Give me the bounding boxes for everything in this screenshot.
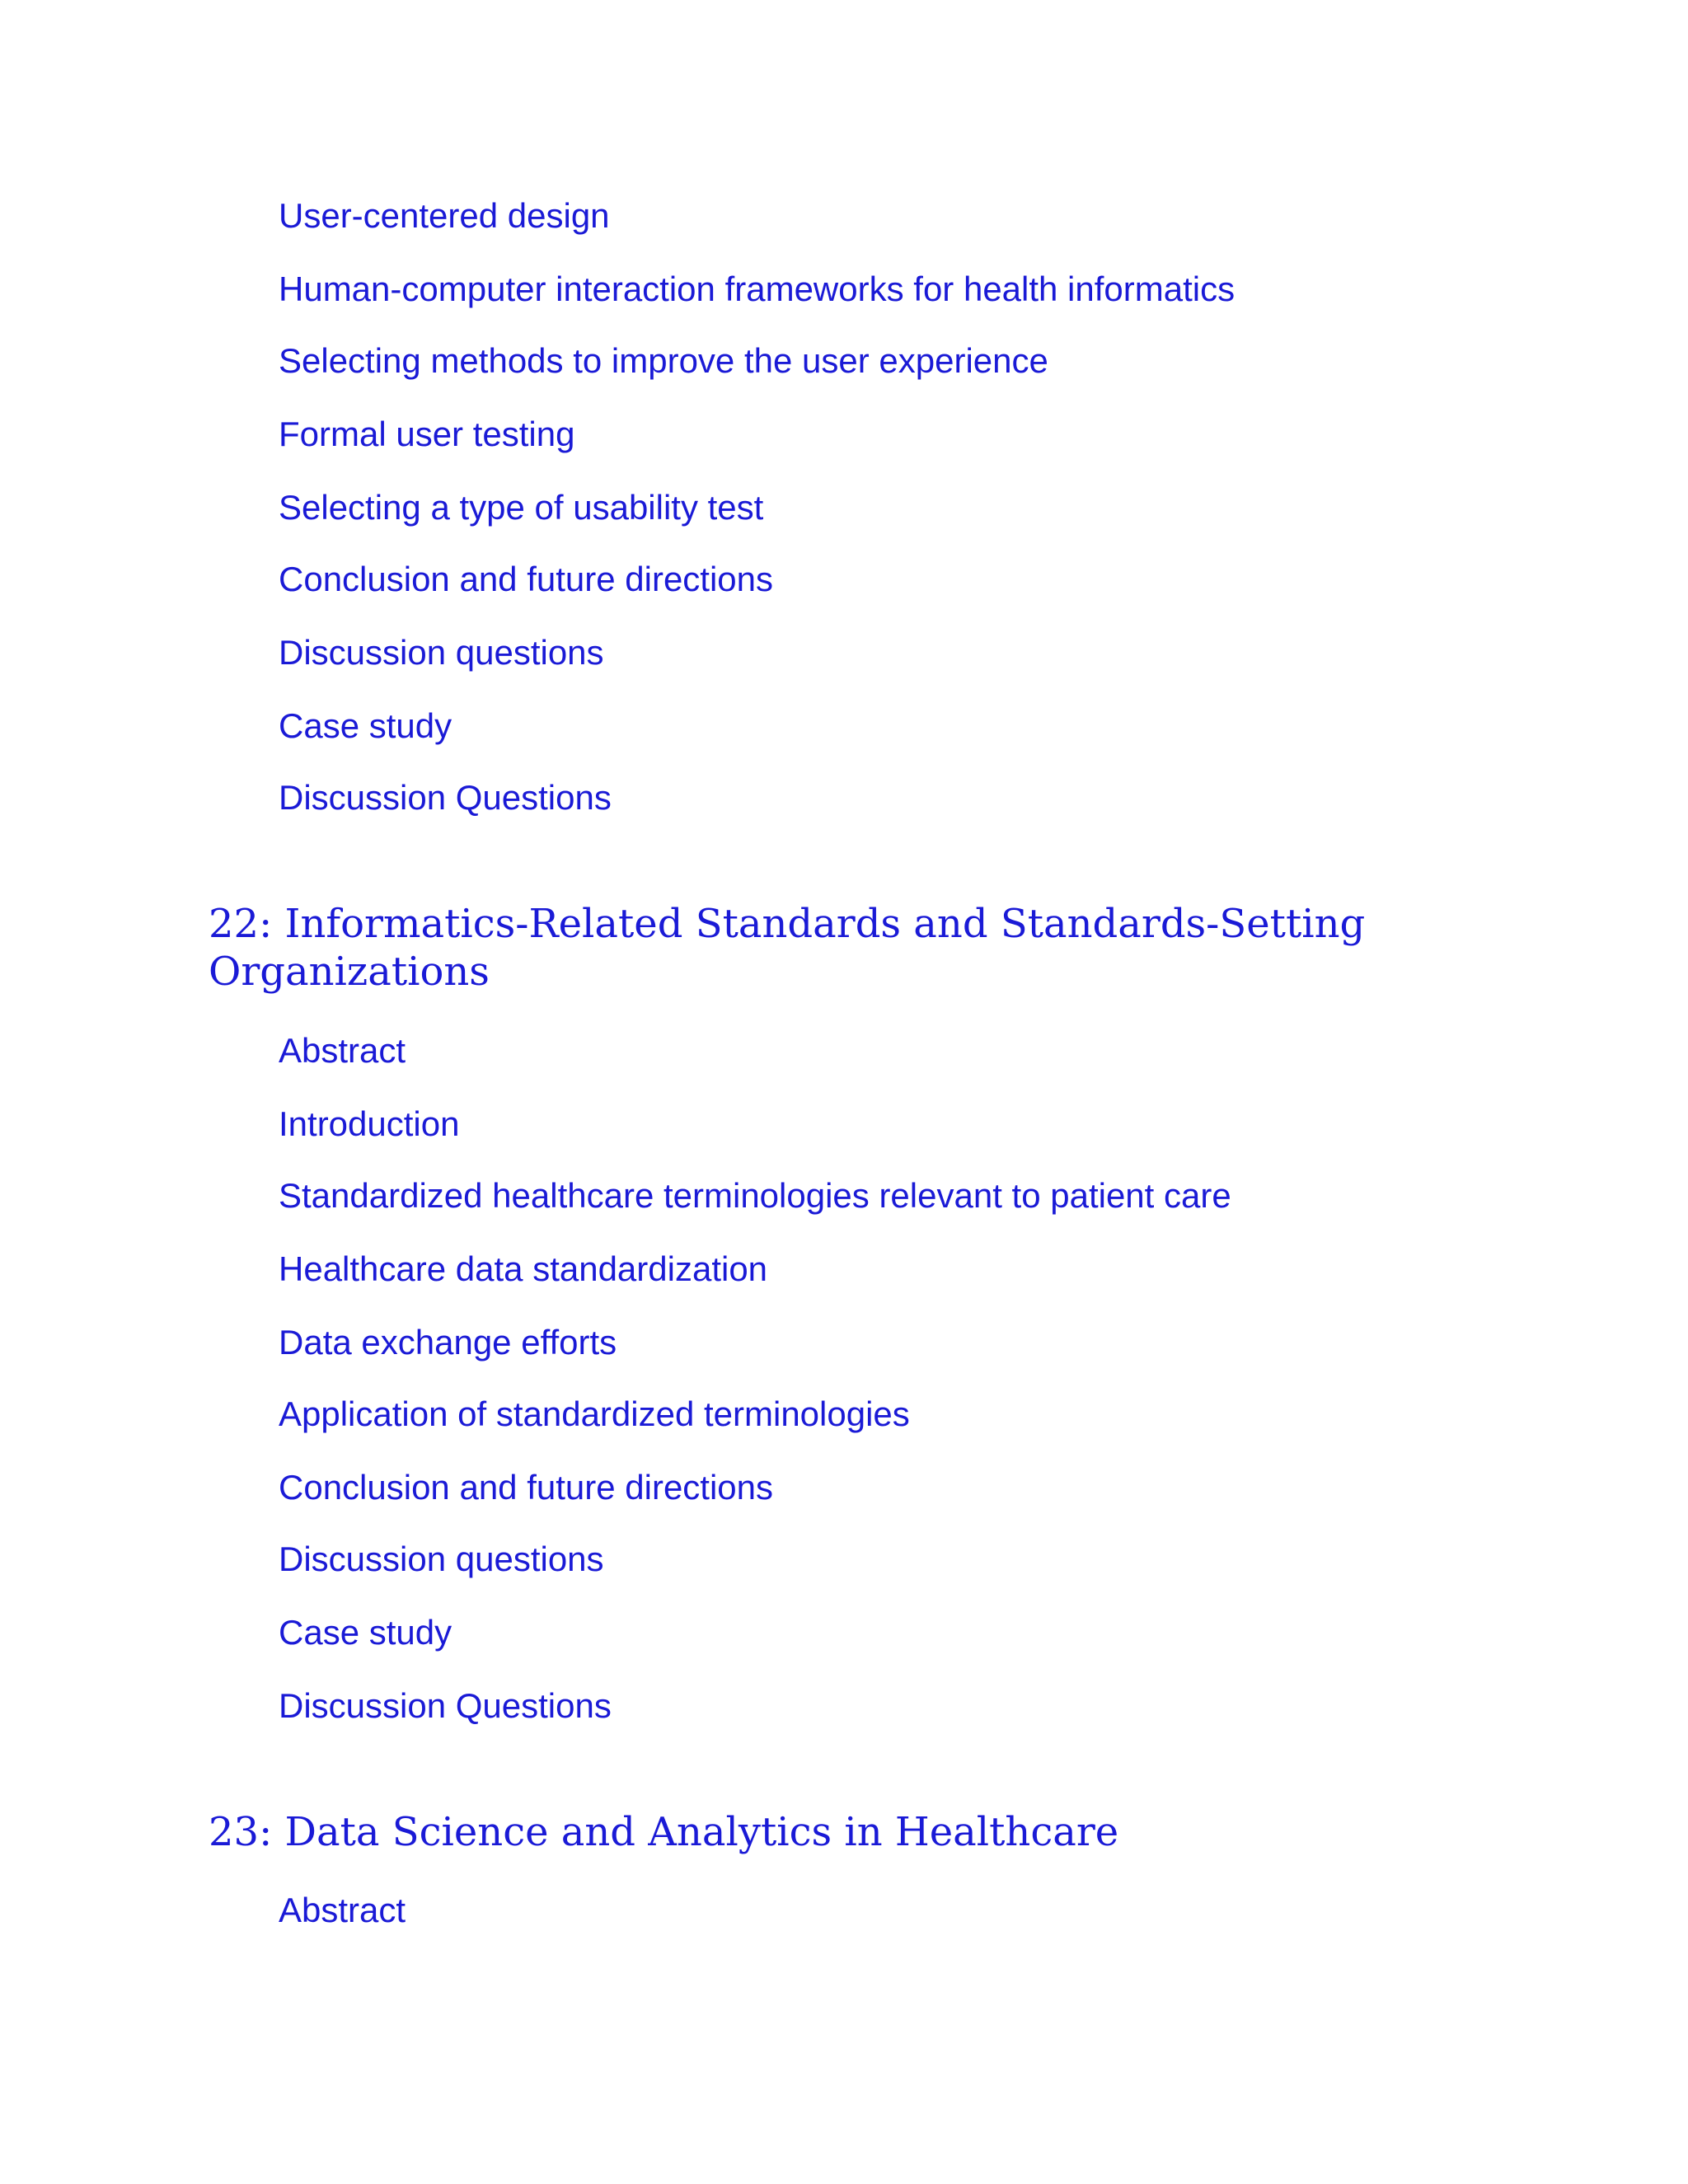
toc-link-data-exchange[interactable]: Data exchange efforts — [279, 1323, 617, 1361]
toc-link-discussion-questions-22[interactable]: Discussion questions — [279, 1540, 604, 1578]
toc-link-discussion-questions[interactable]: Discussion questions — [279, 633, 604, 672]
toc-link-abstract-23[interactable]: Abstract — [279, 1891, 406, 1929]
toc-link-formal-user-testing[interactable]: Formal user testing — [279, 415, 575, 453]
toc-link-user-centered-design[interactable]: User-centered design — [279, 196, 610, 235]
toc-link-case-study-22[interactable]: Case study — [279, 1613, 452, 1652]
toc-link-usability-test-type[interactable]: Selecting a type of usability test — [279, 488, 764, 527]
toc-link-standardized-terminologies[interactable]: Standardized healthcare terminologies relevant to patient care — [279, 1176, 1231, 1215]
toc-link-discussion-questions-22b[interactable]: Discussion Questions — [279, 1686, 612, 1725]
toc-link-abstract[interactable]: Abstract — [279, 1031, 406, 1070]
toc-link-conclusion-22[interactable]: Conclusion and future directions — [279, 1468, 774, 1507]
toc-link-selecting-methods[interactable]: Selecting methods to improve the user experience — [279, 341, 1048, 380]
toc-link-hci-frameworks[interactable]: Human-computer interaction frameworks for health informatics — [279, 269, 1236, 308]
toc-link-data-standardization[interactable]: Healthcare data standardization — [279, 1249, 768, 1288]
toc-link-conclusion[interactable]: Conclusion and future directions — [279, 560, 774, 598]
toc-link-application-terminologies[interactable]: Application of standardized terminologies — [279, 1394, 910, 1433]
toc-link-discussion-questions-2[interactable]: Discussion Questions — [279, 778, 612, 817]
chapter-heading-23[interactable]: 23: Data Science and Analytics in Healthcare — [209, 1809, 1119, 1855]
toc-link-introduction[interactable]: Introduction — [279, 1104, 460, 1143]
chapter-heading-22[interactable]: 22: Informatics-Related Standards and Standards-Setting Organizations — [209, 901, 1366, 995]
toc-link-case-study[interactable]: Case study — [279, 706, 452, 745]
